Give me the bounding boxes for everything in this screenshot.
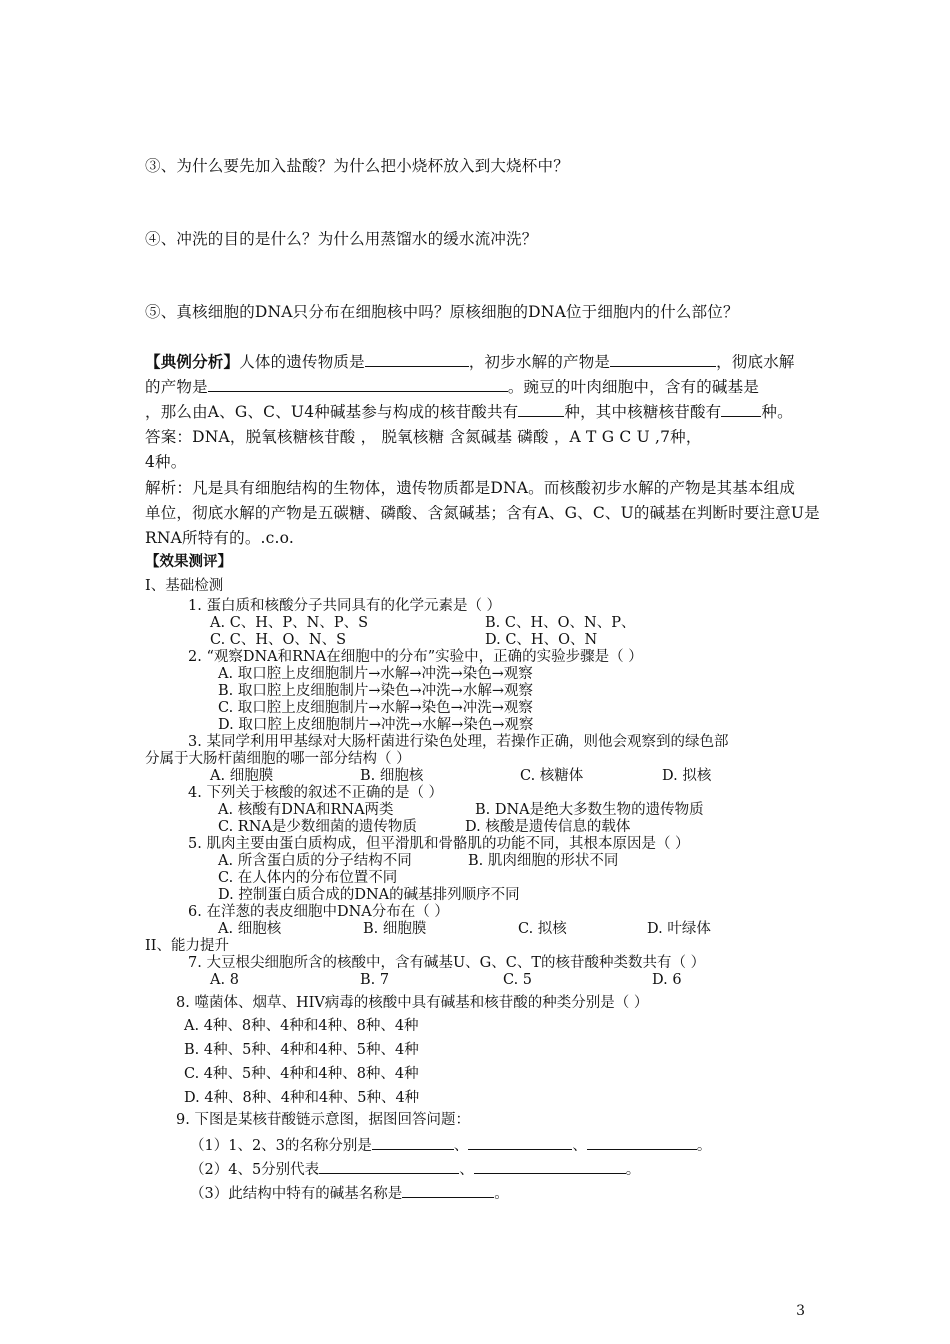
- example-analysis-2: 单位，彻底水解的产物是五碳糖、磷酸、含氮碱基；含有A、G、C、U的碱基在判断时要注意U是: [145, 504, 820, 522]
- answer-blank[interactable]: [208, 377, 508, 392]
- q6-option-b[interactable]: B. 细胞膜: [363, 921, 427, 937]
- q5-option-a[interactable]: A. 所含蛋白质的分子结构不同: [218, 853, 412, 869]
- example-line-1: 【典例分析】人体的遗传物质是 ，初步水解的产物是 ，彻底水解: [145, 352, 795, 371]
- q8-option-a[interactable]: A. 4种、8种、4种和4种、8种、4种: [184, 1018, 419, 1034]
- answer-blank[interactable]: [372, 1135, 454, 1150]
- example-line-3: ，那么由A、G、C、U4种碱基参与构成的核苷酸共有 种，其中核糖核苷酸有 种。: [145, 403, 793, 421]
- q1-option-a[interactable]: A. C、H、P、N、P、S: [210, 615, 369, 631]
- q4-option-d[interactable]: D. 核酸是遗传信息的载体: [465, 819, 631, 835]
- q5-option-b[interactable]: B. 肌肉细胞的形状不同: [468, 853, 619, 869]
- page-number: 3: [796, 1303, 805, 1319]
- q7-option-c[interactable]: C. 5: [503, 972, 533, 988]
- q3-option-a[interactable]: A. 细胞膜: [210, 768, 274, 784]
- answer-blank[interactable]: [587, 1135, 697, 1150]
- q5-option-c[interactable]: C. 在人体内的分布位置不同: [218, 870, 398, 886]
- q7-option-d[interactable]: D. 6: [652, 972, 682, 988]
- q9-stem: 9. 下图是某核苷酸链示意图，据图回答问题：: [176, 1112, 470, 1128]
- question-4: ④、冲洗的目的是什么？为什么用蒸馏水的缓水流冲洗？: [145, 230, 538, 248]
- q7-option-a[interactable]: A. 8: [210, 972, 239, 988]
- q8-option-c[interactable]: C. 4种、5种、4种和4种、8种、4种: [184, 1066, 419, 1082]
- q3-option-d[interactable]: D. 拟核: [662, 768, 712, 784]
- answer-blank[interactable]: [474, 1159, 626, 1174]
- q8-stem: 8. 噬菌体、烟草、HIV病毒的核酸中具有碱基和核苷酸的种类分别是（ ）: [176, 995, 649, 1011]
- q4-option-b[interactable]: B. DNA是绝大多数生物的遗传物质: [475, 802, 704, 818]
- q2-stem: 2. “观察DNA和RNA在细胞中的分布”实验中，正确的实验步骤是（ ）: [188, 649, 643, 665]
- q6-option-c[interactable]: C. 拟核: [518, 921, 567, 937]
- question-3: ③、为什么要先加入盐酸？为什么把小烧杯放入到大烧杯中？: [145, 157, 569, 175]
- q8-option-d[interactable]: D. 4种、8种、4种和4种、5种、4种: [184, 1090, 420, 1106]
- q4-stem: 4. 下列关于核酸的叙述不正确的是（ ）: [188, 785, 444, 801]
- q1-option-d[interactable]: D. C、H、O、N: [485, 632, 598, 648]
- example-line-2: 的产物是 。豌豆的叶肉细胞中，含有的碱基是: [145, 378, 760, 396]
- q9-part-3: （3）此结构中特有的碱基名称是 。: [190, 1183, 509, 1203]
- section-basic: I、基础检测: [145, 578, 224, 594]
- q1-option-b[interactable]: B. C、H、O、N、P、: [485, 615, 636, 631]
- q2-option-b[interactable]: B. 取口腔上皮细胞制片→染色→冲洗→水解→观察: [218, 683, 533, 699]
- q6-option-d[interactable]: D. 叶绿体: [647, 921, 711, 937]
- answer-blank[interactable]: [518, 402, 564, 417]
- q4-option-c[interactable]: C. RNA是少数细菌的遗传物质: [218, 819, 417, 835]
- question-5: ⑤、真核细胞的DNA只分布在细胞核中吗？原核细胞的DNA位于细胞内的什么部位？: [145, 303, 739, 321]
- section-ability: II、能力提升: [145, 938, 229, 954]
- example-answer: 答案：DNA，脱氧核糖核苷酸 ， 脱氧核糖 含氮碱基 磷酸 ，A T G C U ,7种，: [145, 428, 702, 446]
- example-answer-cont: 4种。: [145, 453, 187, 471]
- q8-option-b[interactable]: B. 4种、5种、4种和4种、5种、4种: [184, 1042, 419, 1058]
- q6-option-a[interactable]: A. 细胞核: [218, 921, 282, 937]
- answer-blank[interactable]: [610, 352, 716, 367]
- example-heading: 【典例分析】: [145, 352, 240, 371]
- q9-part-2: （2）4、5分别代表 、 。: [190, 1159, 640, 1179]
- answer-blank[interactable]: [402, 1183, 494, 1198]
- q1-option-c[interactable]: C. C、H、O、N、S: [210, 632, 347, 648]
- answer-blank[interactable]: [721, 402, 761, 417]
- q6-stem: 6. 在洋葱的表皮细胞中DNA分布在（ ）: [188, 904, 449, 920]
- test-heading: 【效果测评】: [145, 553, 232, 570]
- answer-blank[interactable]: [365, 352, 469, 367]
- q2-option-c[interactable]: C. 取口腔上皮细胞制片→水解→染色→冲洗→观察: [218, 700, 533, 716]
- q5-option-d[interactable]: D. 控制蛋白质合成的DNA的碱基排列顺序不同: [218, 887, 520, 903]
- example-analysis-3: RNA所特有的。.c.o.: [145, 529, 295, 547]
- q9-part-1: （1）1、2、3的名称分别是 、 、 。: [190, 1135, 711, 1155]
- answer-blank[interactable]: [319, 1159, 459, 1174]
- q2-option-a[interactable]: A. 取口腔上皮细胞制片→水解→冲洗→染色→观察: [218, 666, 533, 682]
- q2-option-d[interactable]: D. 取口腔上皮细胞制片→冲洗→水解→染色→观察: [218, 717, 534, 733]
- q3-stem-cont: 分属于大肠杆菌细胞的哪一部分结构（ ）: [145, 751, 411, 767]
- q1-stem: 1. 蛋白质和核酸分子共同具有的化学元素是（ ）: [188, 598, 502, 614]
- example-analysis-1: 解析：凡是具有细胞结构的生物体，遗传物质都是DNA。而核酸初步水解的产物是其基本组成: [145, 479, 796, 497]
- q3-option-c[interactable]: C. 核糖体: [520, 768, 584, 784]
- q3-stem: 3. 某同学利用甲基绿对大肠杆菌进行染色处理，若操作正确，则他会观察到的绿色部: [188, 734, 729, 750]
- q4-option-a[interactable]: A. 核酸有DNA和RNA两类: [218, 802, 394, 818]
- q7-stem: 7. 大豆根尖细胞所含的核酸中，含有碱基U、G、C、T的核苷酸种类数共有（ ）: [188, 955, 706, 971]
- q3-option-b[interactable]: B. 细胞核: [360, 768, 424, 784]
- q5-stem: 5. 肌肉主要由蛋白质构成，但平滑肌和骨骼肌的功能不同，其根本原因是（ ）: [188, 836, 690, 852]
- q7-option-b[interactable]: B. 7: [360, 972, 390, 988]
- answer-blank[interactable]: [468, 1135, 572, 1150]
